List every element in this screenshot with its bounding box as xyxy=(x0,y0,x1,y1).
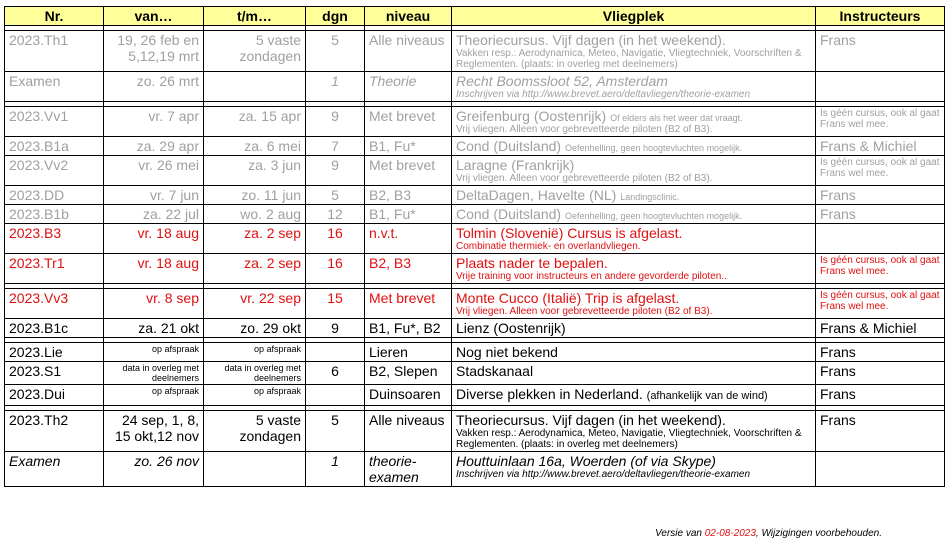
table-row: 2023.Lie op afspraak op afspraak Lieren Nog niet bekend Frans xyxy=(5,343,945,362)
header-tm: t/m… xyxy=(204,7,306,26)
header-vliegplek: Vliegplek xyxy=(452,7,816,26)
table-row: 2023.B1a za. 29 apr za. 6 mei 7 B1, Fu* Cond (Duitsland) Oefenhelling, geen hoogtevluchten mogelijk. Frans & Michiel xyxy=(5,137,945,156)
table-row: 2023.Vv2 vr. 26 mei za. 3 jun 9 Met brevet Laragne (Frankrijk) Vrij vliegen. Alleen voor gebrevetteerde piloten (B2 of B3). Is géén cursus, ook al gaat Frans wel mee. xyxy=(5,156,945,186)
header-nr: Nr. xyxy=(5,7,104,26)
header-van: van… xyxy=(104,7,204,26)
header-instructeurs: Instructeurs xyxy=(816,7,945,26)
table-row: 2023.DD vr. 7 jun zo. 11 jun 5 B2, B3 DeltaDagen, Havelte (NL) Landingsclinic. Frans xyxy=(5,186,945,205)
table-row: 2023.B1b za. 22 jul wo. 2 aug 12 B1, Fu* Cond (Duitsland) Oefenhelling, geen hoogtevluchten mogelijk. Frans xyxy=(5,205,945,224)
table-row: Examen zo. 26 mrt 1 Theorie Recht Boomssloot 52, Amsterdam Inschrijven via http://www.brevet.aero/deltavliegen/theorie-examen xyxy=(5,72,945,102)
table-row: 2023.Vv1 vr. 7 apr za. 15 apr 9 Met brevet Greifenburg (Oostenrijk) Of elders als het weer dat vraagt. Vrij vliegen. Alleen voor gebrevetteerde piloten (B2 of B3). Is géén cursus, ook al gaat Frans wel mee. xyxy=(5,107,945,137)
table-row: 2023.Tr1 vr. 18 aug za. 2 sep 16 B2, B3 Plaats nader te bepalen. Vrije training voor instructeurs en andere gevorderde piloten.. Is géén cursus, ook al gaat Frans wel mee. xyxy=(5,254,945,284)
table-row: 2023.Dui op afspraak op afspraak Duinsoaren Diverse plekken in Nederland. (afhankelijk van de wind) Frans xyxy=(5,385,945,406)
version-date: 02-08-2023 xyxy=(704,528,756,539)
header-row xyxy=(5,7,945,26)
table-row: 2023.Vv3 vr. 8 sep vr. 22 sep 15 Met brevet Monte Cucco (Italië) Trip is afgelast. Vrij vliegen. Alleen voor gebrevetteerde piloten (B2 of B3). Is géén cursus, ook al gaat Frans wel mee. xyxy=(5,289,945,319)
table-row: 2023.B3 vr. 18 aug za. 2 sep 16 n.v.t. Tolmin (Slovenië) Cursus is afgelast. Combinatie thermiek- en overlandvliegen. xyxy=(5,224,945,254)
table-row: 2023.S1 data in overleg met deelnemers data in overleg met deelnemers 6 B2, Slepen Stadskanaal Frans xyxy=(5,362,945,385)
table-row: 2023.Th1 19, 26 feb en 5,12,19 mrt 5 vaste zondagen 5 Alle niveaus Theoriecursus. Vijf dagen (in het weekend). Vakken resp.: Aerodynamica, Meteo, Navigatie, Vliegtechniek, Voorschriften & Reglementen. (plaats: in overleg met deelnemers) Frans xyxy=(5,31,945,72)
header-dgn: dgn xyxy=(306,7,365,26)
table-row: Examen zo. 26 nov 1 theorie-examen Houttuinlaan 16a, Woerden (of via Skype) Inschrijven via http://www.brevet.aero/deltavliegen/theorie-examen xyxy=(5,452,945,487)
table-row: 2023.B1c za. 21 okt zo. 29 okt 9 B1, Fu*, B2 Lienz (Oostenrijk) Frans & Michiel xyxy=(5,319,945,338)
version-note: Versie van 02-08-2023, Wijzigingen voorbehouden. xyxy=(655,528,882,539)
header-niveau: niveau xyxy=(365,7,452,26)
schedule-table xyxy=(4,6,945,487)
table-row: 2023.Th2 24 sep, 1, 8, 15 okt,12 nov 5 vaste zondagen 5 Alle niveaus Theoriecursus. Vijf dagen (in het weekend). Vakken resp.: Aerodynamica, Meteo, Navigatie, Vliegtechniek, Voorschriften & Reglementen. (plaats: in overleg met deelnemers) Frans xyxy=(5,411,945,452)
